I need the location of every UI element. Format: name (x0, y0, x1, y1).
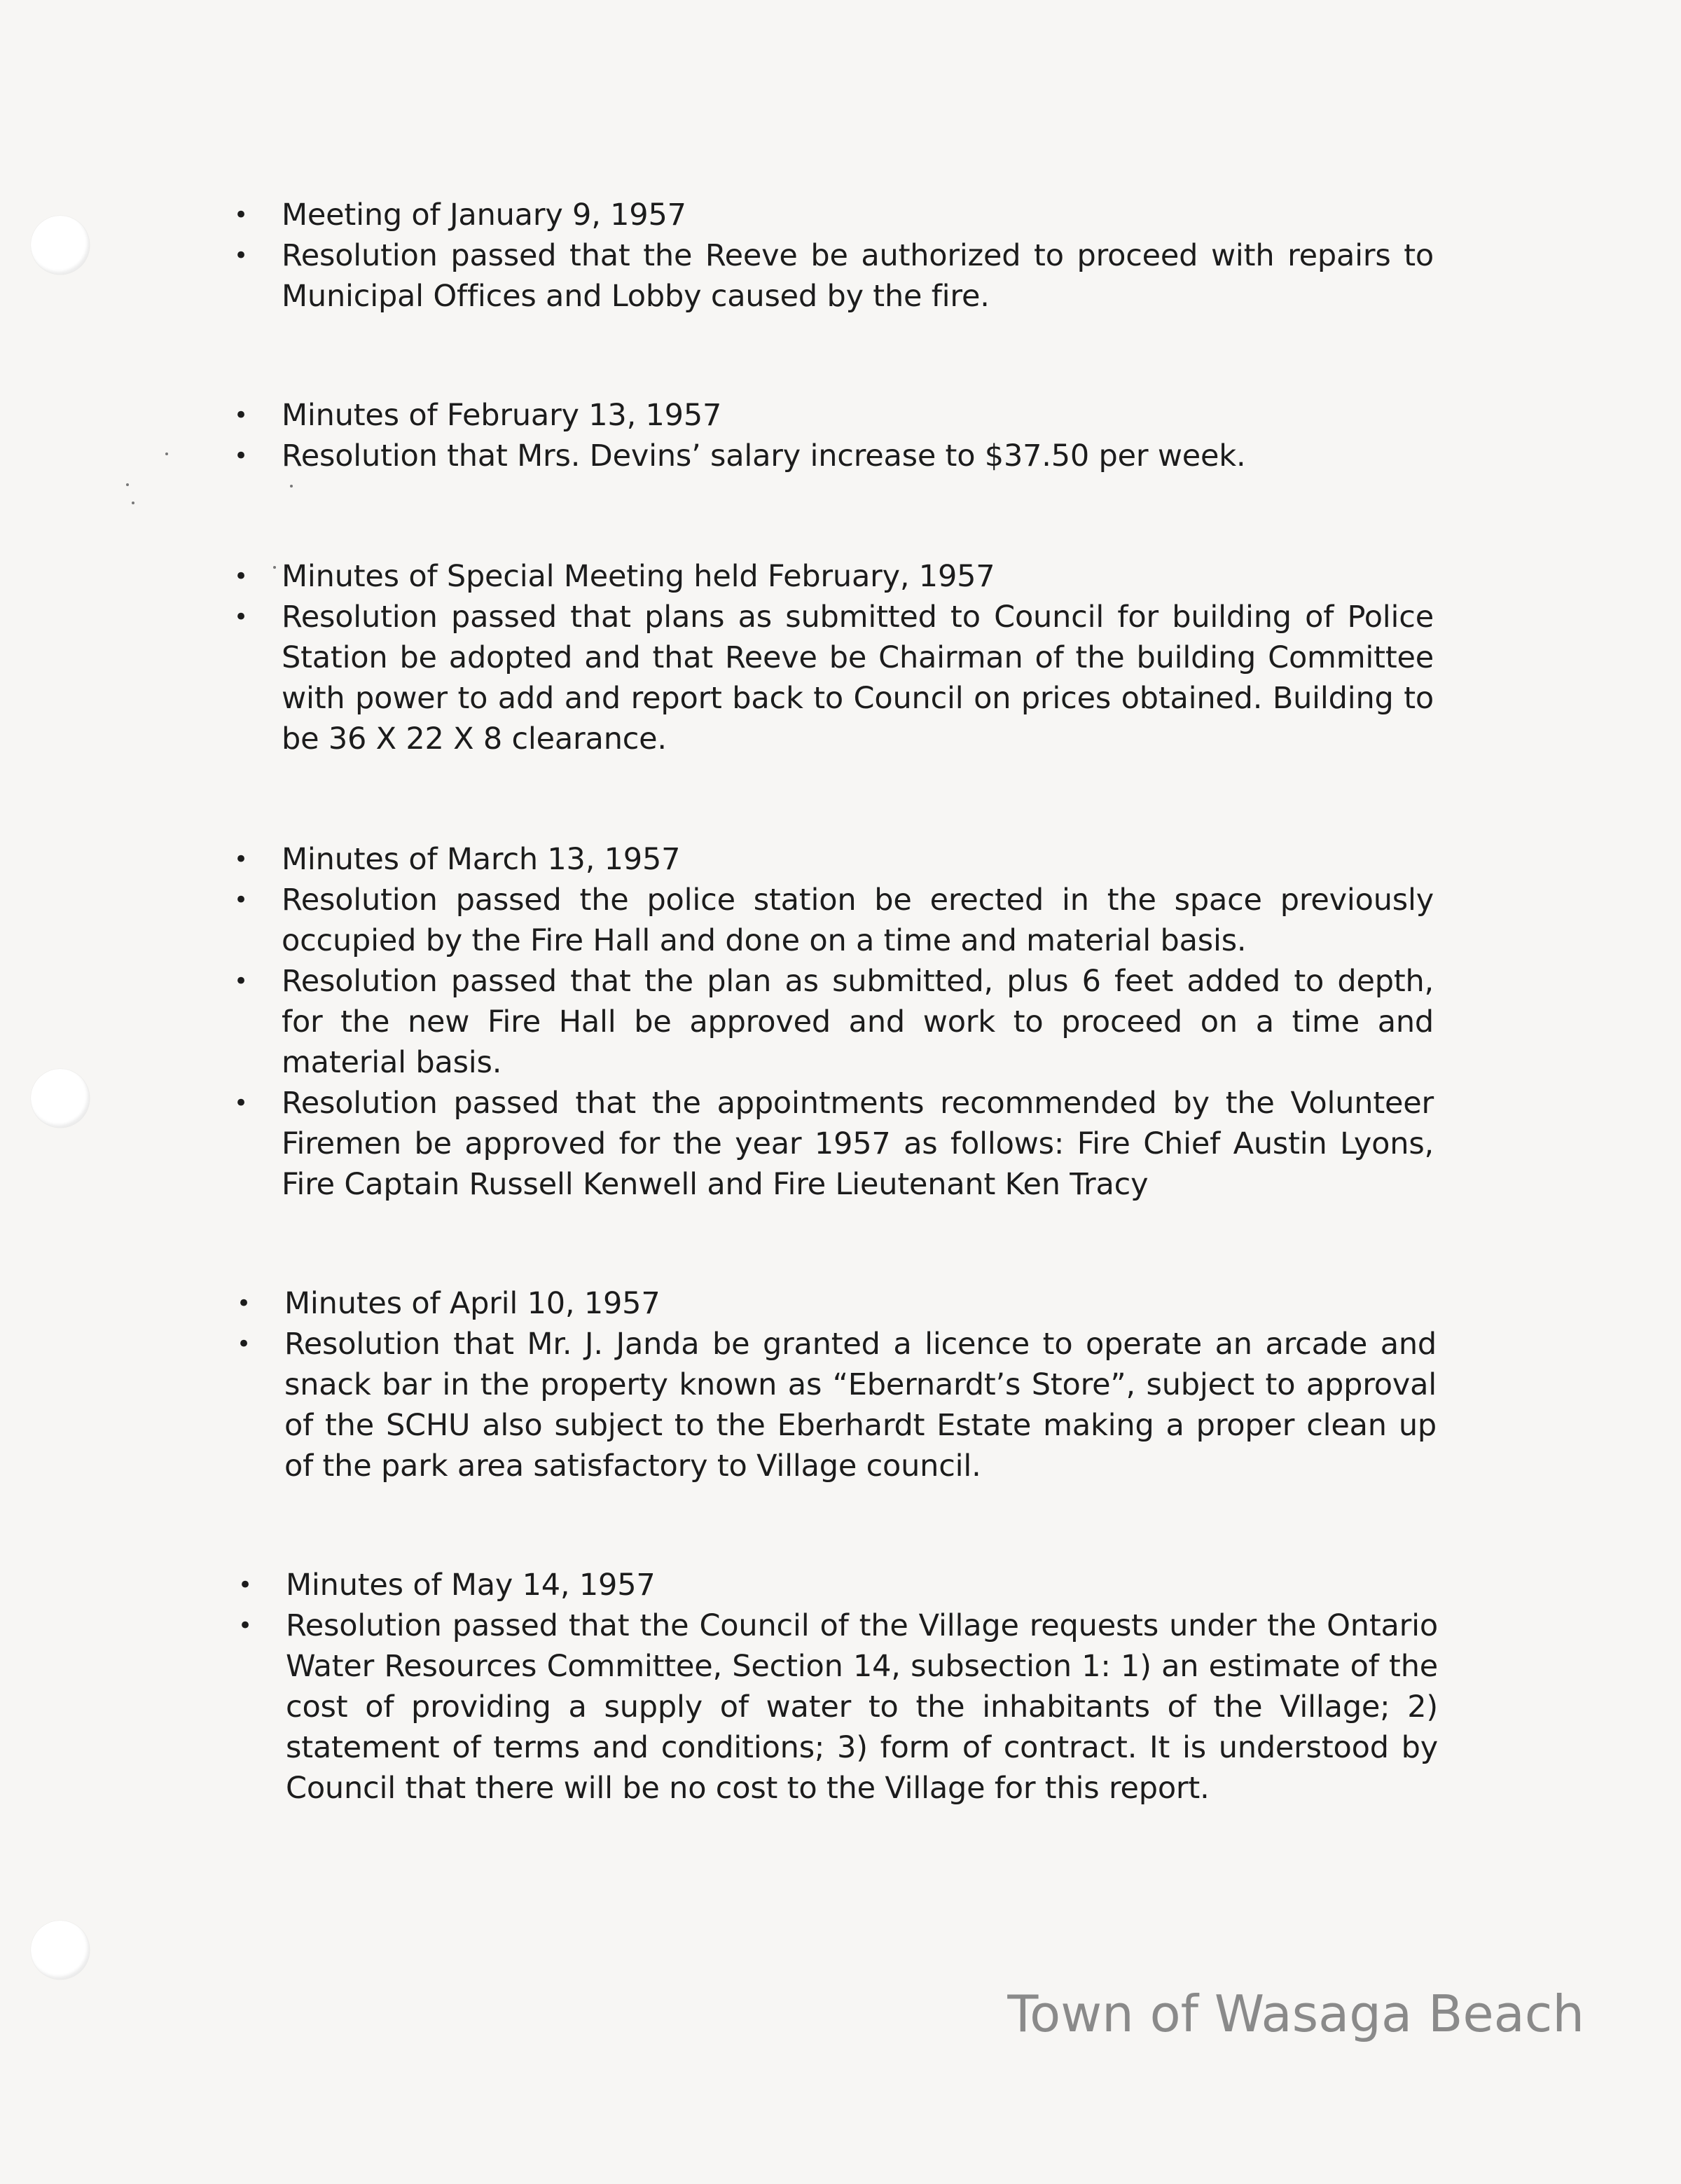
list-item (228, 1324, 1437, 1486)
list-item (226, 436, 1434, 476)
bullet-icon: • (234, 845, 248, 873)
bullet-icon: • (237, 1290, 251, 1318)
list-item (226, 195, 1434, 235)
scan-speck (290, 485, 293, 488)
bullet-icon: • (234, 401, 248, 429)
meeting-heading: Minutes of May 14, 1957 (286, 1568, 656, 1603)
minutes-section-may-14 (230, 1565, 1438, 1809)
resolution-text: Resolution passed that the Council of the Village requests under the Ontario Water Resources Committee, Section 14, subsection 1: 1) an estimate of the cost of providing a supply of water to the inhabitants of the Village; 2) statement of terms and conditions; 3) form of contract. It is understood by Council that there will be no cost to the Village for this report. (286, 1608, 1438, 1806)
punch-hole-top (31, 216, 90, 275)
bullet-icon: • (238, 1571, 252, 1599)
resolution-text: Resolution passed that the appointments recommended by the Volunteer Firemen be approved for the year 1957 as follows: Fire Chief Austin Lyons, Fire Captain Russell Kenwell and Fire Lieutenant Ken Tracy (282, 1086, 1434, 1202)
meeting-heading: Minutes of February 13, 1957 (282, 398, 722, 433)
list-item (228, 1283, 1437, 1324)
meeting-heading: Meeting of January 9, 1957 (282, 198, 686, 233)
scan-speck (126, 483, 129, 486)
resolution-text: Resolution passed that the plan as submitted, plus 6 feet added to depth, for the new Fire Hall be approved and work to proceed on a time and material basis. (282, 964, 1434, 1080)
minutes-section-special-meeting (226, 556, 1434, 759)
list-item (226, 880, 1434, 961)
bullet-icon: • (234, 442, 248, 470)
bullet-icon: • (237, 1330, 251, 1358)
bullet-icon: • (234, 242, 248, 270)
resolution-text: Resolution that Mrs. Devins’ salary increase to $37.50 per week. (282, 438, 1246, 474)
scan-speck (132, 502, 134, 504)
bullet-icon: • (234, 603, 248, 631)
bullet-icon: • (234, 967, 248, 995)
minutes-section-march-13 (226, 839, 1434, 1205)
bullet-icon: • (234, 562, 248, 590)
list-item (226, 839, 1434, 880)
resolution-text: Resolution passed that plans as submitted to Council for building of Police Station be adopted and that Reeve be Chairman of the building Committee with power to add and report back to Council on prices obtained. Building to be 36 X 22 X 8 clearance. (282, 600, 1434, 756)
list-item (226, 961, 1434, 1083)
minutes-section-january-9 (226, 195, 1434, 317)
bullet-icon: • (234, 201, 248, 229)
footer-watermark: Town of Wasaga Beach (1007, 1984, 1584, 2043)
meeting-heading: Minutes of April 10, 1957 (284, 1286, 660, 1321)
minutes-section-april-10 (228, 1283, 1437, 1486)
punch-hole-middle (31, 1069, 90, 1128)
bullet-icon: • (238, 1612, 252, 1640)
list-item (226, 235, 1434, 317)
resolution-text: Resolution that Mr. J. Janda be granted a licence to operate an arcade and snack bar in the property known as “Ebernardt’s Store”, subject to approval of the SCHU also subject to the Eberhardt Estate making a proper clean up of the park area satisfactory to Village council. (284, 1327, 1437, 1484)
resolution-text: Resolution passed the police station be erected in the space previously occupied by the Fire Hall and done on a time and material basis. (282, 883, 1434, 958)
list-item (226, 556, 1434, 597)
scan-speck (165, 452, 168, 455)
meeting-heading: Minutes of Special Meeting held February, 1957 (282, 559, 995, 594)
bullet-icon: • (234, 886, 248, 914)
punch-hole-bottom (31, 1921, 90, 1979)
bullet-icon: • (234, 1089, 248, 1117)
list-item (226, 597, 1434, 759)
minutes-section-february-13 (226, 395, 1434, 476)
list-item (230, 1565, 1438, 1605)
list-item (226, 395, 1434, 436)
list-item (226, 1083, 1434, 1205)
list-item (230, 1605, 1438, 1809)
resolution-text: Resolution passed that the Reeve be authorized to proceed with repairs to Municipal Offices and Lobby caused by the fire. (282, 238, 1434, 314)
meeting-heading: Minutes of March 13, 1957 (282, 842, 681, 877)
